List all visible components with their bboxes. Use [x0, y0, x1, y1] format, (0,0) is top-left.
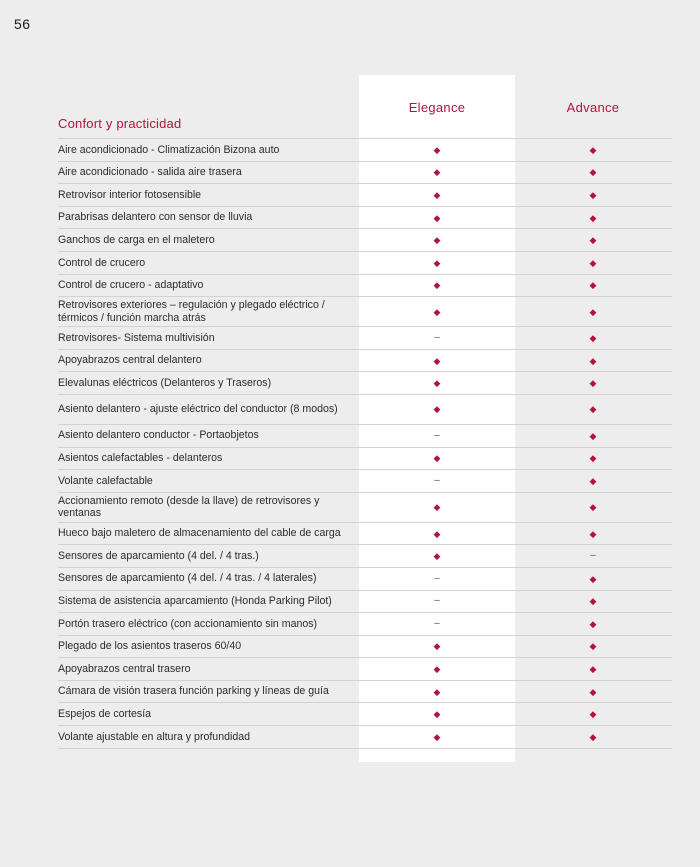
elegance-not-included-icon: –	[434, 429, 440, 441]
advance-included-icon: ◆	[589, 235, 597, 246]
advance-included-icon: ◆	[589, 502, 597, 513]
feature-label: Aire acondicionado - Climatización Bizona auto	[58, 143, 280, 156]
table-row	[58, 658, 672, 681]
advance-included-icon: ◆	[589, 404, 597, 415]
elegance-included-icon: ◆	[433, 235, 441, 246]
feature-label: Asiento delantero - ajuste eléctrico del conductor (8 modos)	[58, 403, 338, 416]
elegance-included-icon: ◆	[433, 280, 441, 291]
advance-included-icon: ◆	[589, 731, 597, 742]
table-row	[58, 372, 672, 395]
elegance-included-icon: ◆	[433, 709, 441, 720]
table-row	[58, 493, 672, 523]
advance-included-icon: ◆	[589, 355, 597, 366]
feature-label: Volante calefactable	[58, 474, 153, 487]
table-row	[58, 523, 672, 546]
elegance-not-included-icon: –	[434, 572, 440, 584]
advance-included-icon: ◆	[589, 378, 597, 389]
table-row	[58, 681, 672, 704]
elegance-not-included-icon: –	[434, 595, 440, 607]
feature-label: Espejos de cortesía	[58, 708, 152, 721]
table-row	[58, 591, 672, 614]
elegance-included-icon: ◆	[433, 257, 441, 268]
advance-included-icon: ◆	[589, 453, 597, 464]
advance-included-icon: ◆	[589, 573, 597, 584]
table-row	[58, 297, 672, 327]
advance-included-icon: ◆	[589, 430, 597, 441]
table-row	[58, 425, 672, 448]
advance-included-icon: ◆	[589, 306, 597, 317]
elegance-not-included-icon: –	[434, 331, 440, 343]
elegance-included-icon: ◆	[433, 144, 441, 155]
elegance-included-icon: ◆	[433, 502, 441, 513]
advance-included-icon: ◆	[589, 212, 597, 223]
feature-label: Retrovisor interior fotosensible	[58, 188, 202, 201]
table-row	[58, 229, 672, 252]
feature-label: Plegado de los asientos traseros 60/40	[58, 640, 242, 653]
feature-label: Asiento delantero conductor - Portaobjetos	[58, 429, 259, 442]
table-row	[58, 726, 672, 749]
table-row	[58, 636, 672, 659]
advance-included-icon: ◆	[589, 189, 597, 200]
elegance-not-included-icon: –	[434, 617, 440, 629]
elegance-included-icon: ◆	[433, 686, 441, 697]
feature-label: Accionamiento remoto (desde la llave) de retrovisores y ventanas	[58, 494, 320, 520]
elegance-not-included-icon: –	[434, 474, 440, 486]
advance-included-icon: ◆	[589, 596, 597, 607]
advance-included-icon: ◆	[589, 686, 597, 697]
advance-included-icon: ◆	[589, 280, 597, 291]
feature-label: Sensores de aparcamiento (4 del. / 4 tras. / 4 laterales)	[58, 572, 317, 585]
elegance-included-icon: ◆	[433, 306, 441, 317]
feature-label: Portón trasero eléctrico (con accionamiento sin manos)	[58, 617, 318, 630]
elegance-included-icon: ◆	[433, 641, 441, 652]
table-row	[58, 545, 672, 568]
advance-included-icon: ◆	[589, 144, 597, 155]
table-row	[58, 613, 672, 636]
table-row	[58, 207, 672, 230]
feature-label: Volante ajustable en altura y profundidad	[58, 730, 251, 743]
section-title: Confort y practicidad	[58, 116, 182, 131]
feature-label: Parabrisas delantero con sensor de lluvia	[58, 211, 253, 224]
feature-label: Retrovisores exteriores – regulación y plegado eléctrico / térmicos / función marcha atrás	[58, 299, 325, 324]
elegance-included-icon: ◆	[433, 167, 441, 178]
features-table	[58, 138, 672, 749]
advance-not-included-icon: –	[590, 550, 596, 562]
table-row	[58, 275, 672, 298]
feature-label: Control de crucero - adaptativo	[58, 279, 204, 292]
page-number: 56	[14, 16, 31, 32]
elegance-included-icon: ◆	[433, 453, 441, 464]
feature-label: Retrovisores- Sistema multivisión	[58, 331, 215, 344]
table-row	[58, 470, 672, 493]
elegance-included-icon: ◆	[433, 404, 441, 415]
advance-included-icon: ◆	[589, 475, 597, 486]
advance-included-icon: ◆	[589, 664, 597, 675]
elegance-included-icon: ◆	[433, 212, 441, 223]
table-row	[58, 395, 672, 425]
advance-included-icon: ◆	[589, 709, 597, 720]
elegance-included-icon: ◆	[433, 378, 441, 389]
feature-label: Sistema de asistencia aparcamiento (Honda Parking Pilot)	[58, 595, 332, 608]
column-header-advance: Advance	[566, 100, 620, 115]
advance-included-icon: ◆	[589, 257, 597, 268]
feature-label: Ganchos de carga en el maletero	[58, 233, 215, 246]
table-row	[58, 162, 672, 185]
table-row	[58, 568, 672, 591]
feature-label: Apoyabrazos central trasero	[58, 662, 191, 675]
feature-label: Elevalunas eléctricos (Delanteros y Traseros)	[58, 376, 272, 389]
elegance-included-icon: ◆	[433, 528, 441, 539]
feature-label: Cámara de visión trasera función parking y líneas de guía	[58, 685, 329, 698]
elegance-included-icon: ◆	[433, 189, 441, 200]
feature-label: Aire acondicionado - salida aire trasera	[58, 166, 242, 179]
elegance-included-icon: ◆	[433, 731, 441, 742]
elegance-included-icon: ◆	[433, 664, 441, 675]
feature-label: Control de crucero	[58, 256, 146, 269]
table-row	[58, 252, 672, 275]
table-row	[58, 350, 672, 373]
advance-included-icon: ◆	[589, 528, 597, 539]
table-row	[58, 703, 672, 726]
advance-included-icon: ◆	[589, 332, 597, 343]
column-header-elegance: Elegance	[408, 100, 466, 115]
table-row	[58, 139, 672, 162]
feature-label: Asientos calefactables - delanteros	[58, 452, 223, 465]
feature-label: Hueco bajo maletero de almacenamiento del cable de carga	[58, 527, 341, 540]
table-row	[58, 448, 672, 471]
advance-included-icon: ◆	[589, 618, 597, 629]
elegance-included-icon: ◆	[433, 551, 441, 562]
feature-label: Sensores de aparcamiento (4 del. / 4 tras.)	[58, 549, 259, 562]
table-row	[58, 184, 672, 207]
advance-included-icon: ◆	[589, 167, 597, 178]
advance-included-icon: ◆	[589, 641, 597, 652]
elegance-included-icon: ◆	[433, 355, 441, 366]
feature-label: Apoyabrazos central delantero	[58, 354, 202, 367]
table-row	[58, 327, 672, 350]
